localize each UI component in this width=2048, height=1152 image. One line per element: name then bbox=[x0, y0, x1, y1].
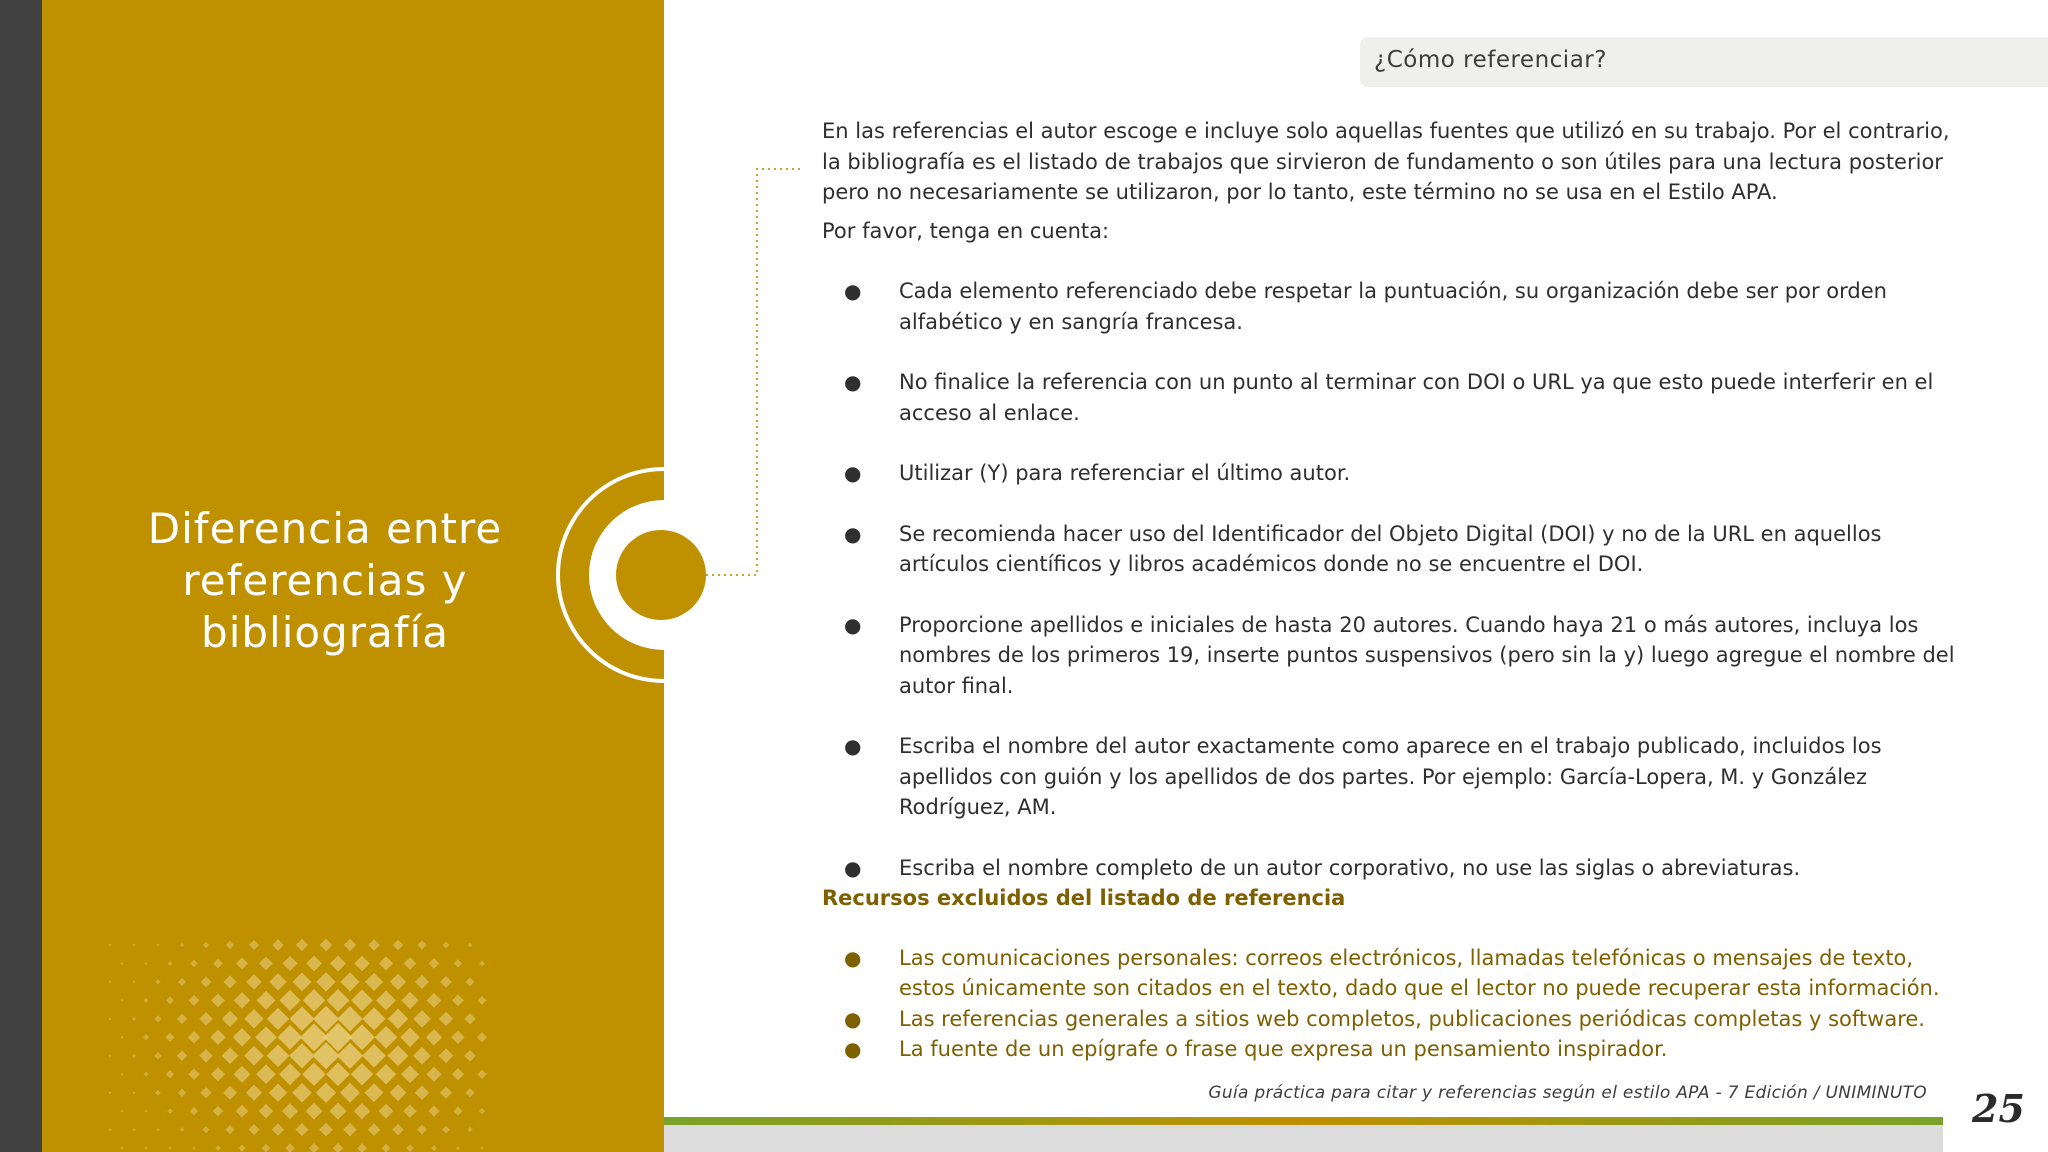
bullet-icon: ● bbox=[844, 855, 862, 880]
list-item: ● Utilizar (Y) para referenciar el último autor. bbox=[822, 458, 1972, 489]
list-item: ● La fuente de un epígrafe o frase que expresa un pensamiento inspirador. bbox=[822, 1034, 1972, 1065]
list-item: ● Las referencias generales a sitios web completos, publicaciones periódicas completas y software. bbox=[822, 1004, 1972, 1035]
note-paragraph: Por favor, tenga en cuenta: bbox=[822, 218, 1110, 243]
excluded-resources-list bbox=[822, 943, 1972, 1065]
bullet-icon: ● bbox=[844, 1037, 862, 1061]
bottom-gray-band bbox=[664, 1125, 1943, 1152]
list-item: ● Escriba el nombre completo de un autor corporativo, no use las siglas o abreviaturas. bbox=[822, 853, 1972, 884]
recommendations-list bbox=[822, 276, 1972, 883]
excluded-resources-heading: Recursos excluidos del listado de referencia bbox=[822, 886, 1346, 910]
list-item: ● Las comunicaciones personales: correos electrónicos, llamadas telefónicas o mensajes de texto, estos únicamente son citados en el texto, dado que el lector no puede recuperar esta información. bbox=[822, 943, 1972, 1004]
left-dark-strip bbox=[0, 0, 42, 1152]
section-header-tag bbox=[1360, 37, 2048, 87]
list-item: ● Se recomienda hacer uso del Identificador del Objeto Digital (DOI) y no de la URL en aquellos artículos científicos y libros académicos donde no se encuentre el DOI. bbox=[822, 519, 1972, 580]
intro-paragraph: En las referencias el autor escoge e incluye solo aquellas fuentes que utilizó en su trabajo. Por el contrario, la bibliografía es el listado de trabajos que sirvieron de fundamento o son útiles para una lectura posterior pero no necesariamente se utilizaron, por lo tanto, este término no se usa en el Estilo APA. bbox=[822, 119, 1950, 204]
page-number: 25 bbox=[1972, 1086, 2025, 1131]
bullet-icon: ● bbox=[844, 1006, 862, 1031]
bullet-icon: ● bbox=[844, 521, 862, 546]
bullet-icon: ● bbox=[844, 279, 862, 303]
bottom-accent-bar bbox=[664, 1117, 1943, 1125]
bullet-icon: ● bbox=[844, 461, 862, 485]
panel-title: Diferencia entre referencias y bibliografía bbox=[147, 504, 503, 657]
main-content bbox=[822, 116, 1972, 1065]
section-header-label: ¿Cómo referenciar? bbox=[1374, 47, 1607, 73]
footer-caption: Guía práctica para citar y referencias según el estilo APA - 7 Edición / UNIMINUTO bbox=[1208, 1083, 1927, 1103]
bullet-icon: ● bbox=[844, 945, 862, 970]
list-item: ● Proporcione apellidos e iniciales de hasta 20 autores. Cuando haya 21 o más autores, incluya los nombres de los primeros 19, inserte puntos suspensivos (pero sin la y) luego agregue el nombre del autor final. bbox=[822, 610, 1972, 702]
list-item: ● No finalice la referencia con un punto al terminar con DOI o URL ya que esto puede interferir en el acceso al enlace. bbox=[822, 367, 1972, 428]
list-item: ● Escriba el nombre del autor exactamente como aparece en el trabajo publicado, incluidos los apellidos con guión y los apellidos de dos partes. Por ejemplo: García-Lopera, M. y González Rodríguez, AM. bbox=[822, 731, 1972, 823]
bullet-icon: ● bbox=[844, 612, 862, 637]
list-item: ● Cada elemento referenciado debe respetar la puntuación, su organización debe ser por orden alfabético y en sangría francesa. bbox=[822, 276, 1972, 337]
bullet-icon: ● bbox=[844, 370, 862, 394]
bullet-icon: ● bbox=[844, 734, 862, 758]
